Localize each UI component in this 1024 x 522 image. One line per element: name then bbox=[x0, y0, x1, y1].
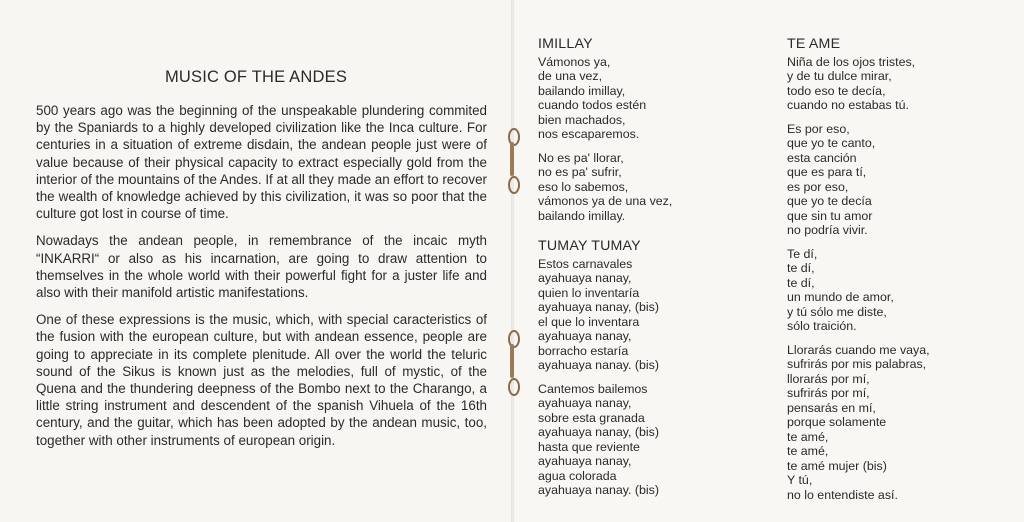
article-paragraph: Nowadays the andean people, in remembrance of the incaic myth “INKARRI“ or also as his incarnation, are going to draw attention to themselves in the whole world with their powerful fight for a juster life and also with their manifold artistic manifestations. bbox=[36, 233, 487, 301]
lyric-line: cuando todos estén bbox=[538, 98, 647, 112]
article-body bbox=[36, 102, 487, 459]
stanza bbox=[538, 257, 758, 373]
lyric-line: que yo te decía bbox=[787, 194, 872, 208]
lyric-line: quien lo inventaría bbox=[538, 285, 640, 300]
article-paragraph: 500 years ago was the beginning of the unspeakable plundering commited by the Spaniards to a highly developed civilization like the Inca culture. For centuries in a situation of extreme disdain, the andean people just were of value because of their physical capacity to extract especially gold from the interior of the mountains of the Andes. If at all they made an effort to recover the wealth of knowledge achieved by this civilization, it was so poor that the culture got lost in course of time. bbox=[36, 103, 487, 222]
song-tumay-tumay bbox=[538, 239, 758, 507]
stanza bbox=[538, 55, 758, 142]
stanza bbox=[787, 122, 1007, 238]
song-title: IMILLAY bbox=[538, 36, 593, 52]
lyric-line: Te dí, bbox=[787, 246, 818, 261]
lyric-line: y tú sólo me diste, bbox=[787, 304, 887, 319]
lyric-line: no podría vivir. bbox=[787, 223, 868, 237]
lyric-line: Niña de los ojos tristes, bbox=[787, 54, 916, 69]
lyric-line: que sin tu amor bbox=[787, 208, 873, 223]
lyric-line: te dí, bbox=[787, 275, 815, 290]
lyric-line: Y tú, bbox=[787, 473, 813, 487]
lyric-line: ayahuaya nanay, bbox=[538, 329, 632, 343]
stanza bbox=[787, 55, 1007, 113]
lyric-line: que yo te canto, bbox=[787, 136, 876, 150]
lyric-line: ayahuaya nanay. (bis) bbox=[538, 483, 659, 497]
song-te-ame bbox=[787, 37, 1007, 511]
lyric-line: te amé, bbox=[787, 429, 829, 444]
lyric-line: un mundo de amor, bbox=[787, 290, 894, 304]
lyric-line: eso lo sabemos, bbox=[538, 179, 629, 194]
lyric-line: ayahuaya nanay, bbox=[538, 396, 632, 410]
song-title: TE AME bbox=[787, 36, 841, 52]
lyric-line: todo eso te decía, bbox=[787, 83, 886, 98]
lyric-line: Vámonos ya, bbox=[538, 54, 611, 69]
lyric-line: ayahuaya nanay, (bis) bbox=[538, 425, 659, 439]
lyric-line: y de tu dulce mirar, bbox=[787, 69, 892, 83]
lyric-line: sólo traición. bbox=[787, 319, 857, 333]
lyric-line: No es pa' llorar, bbox=[538, 150, 624, 165]
lyric-line: de una vez, bbox=[538, 69, 603, 83]
lyric-line: vámonos ya de una vez, bbox=[538, 194, 673, 208]
lyric-line: bien machados, bbox=[538, 112, 626, 127]
lyric-line: nos escaparemos. bbox=[538, 127, 640, 141]
stanza bbox=[538, 151, 758, 224]
lyric-line: cuando no estabas tú. bbox=[787, 98, 909, 112]
lyric-line: pensarás en mí, bbox=[787, 400, 876, 415]
song-title: TUMAY TUMAY bbox=[538, 238, 641, 254]
lyric-line: Estos carnavales bbox=[538, 256, 633, 271]
staple-top bbox=[505, 128, 519, 194]
stanza bbox=[538, 382, 758, 498]
center-fold bbox=[511, 0, 514, 522]
lyric-line: esta canción bbox=[787, 150, 857, 165]
lyric-line: llorarás por mí, bbox=[787, 371, 870, 386]
lyric-line: te amé, bbox=[787, 444, 829, 458]
lyric-line: porque solamente bbox=[787, 415, 887, 429]
song-stanzas bbox=[538, 257, 758, 498]
lyric-line: no es pa' sufrir, bbox=[538, 165, 622, 179]
lyric-line: es por eso, bbox=[787, 179, 849, 194]
lyric-line: borracho estaría bbox=[538, 343, 629, 358]
lyric-line: te amé mujer (bis) bbox=[787, 458, 887, 473]
lyric-line: bailando imillay, bbox=[538, 83, 626, 98]
lyric-line: no lo entendiste así. bbox=[787, 487, 898, 502]
lyric-line: te dí, bbox=[787, 261, 815, 275]
lyric-line: hasta que reviente bbox=[538, 439, 640, 454]
song-imillay bbox=[538, 37, 758, 232]
lyric-line: ayahuaya nanay, bbox=[538, 271, 632, 285]
song-stanzas bbox=[787, 55, 1007, 503]
lyric-line: sobre esta granada bbox=[538, 410, 645, 425]
article-title: MUSIC OF THE ANDES bbox=[164, 68, 348, 86]
lyric-line: ayahuaya nanay, (bis) bbox=[538, 300, 659, 314]
lyric-line: el que lo inventara bbox=[538, 314, 640, 329]
stanza bbox=[787, 343, 1007, 503]
lyric-line: que es para tí, bbox=[787, 165, 867, 179]
song-stanzas bbox=[538, 55, 758, 224]
stanza bbox=[787, 247, 1007, 334]
lyric-line: agua colorada bbox=[538, 468, 617, 483]
lyric-line: Cantemos bailemos bbox=[538, 381, 648, 396]
lyric-line: Llorarás cuando me vaya, bbox=[787, 342, 930, 357]
lyric-line: ayahuaya nanay. (bis) bbox=[538, 358, 659, 372]
staple-bottom bbox=[505, 330, 519, 396]
article-paragraph: One of these expressions is the music, which, with special caracteristics of the fusion with the european culture, but with andean essence, people are going to appreciate in its complete plenitude. All over the world the teluric sound of the Sikus is known just as the melodies, full of mystic, of the Quena and the thundering deepness of the Bombo next to the Charango, a little string instrument and descendent of the spanish Vihuela of the 16th century, and the guitar, which has been adopted by the andean music, too, together with other instruments of european origin. bbox=[36, 312, 487, 448]
lyric-line: sufrirás por mí, bbox=[787, 386, 870, 400]
lyric-line: bailando imillay. bbox=[538, 208, 626, 223]
lyric-line: ayahuaya nanay, bbox=[538, 454, 632, 468]
lyric-line: sufrirás por mis palabras, bbox=[787, 357, 927, 371]
lyric-line: Es por eso, bbox=[787, 121, 850, 136]
